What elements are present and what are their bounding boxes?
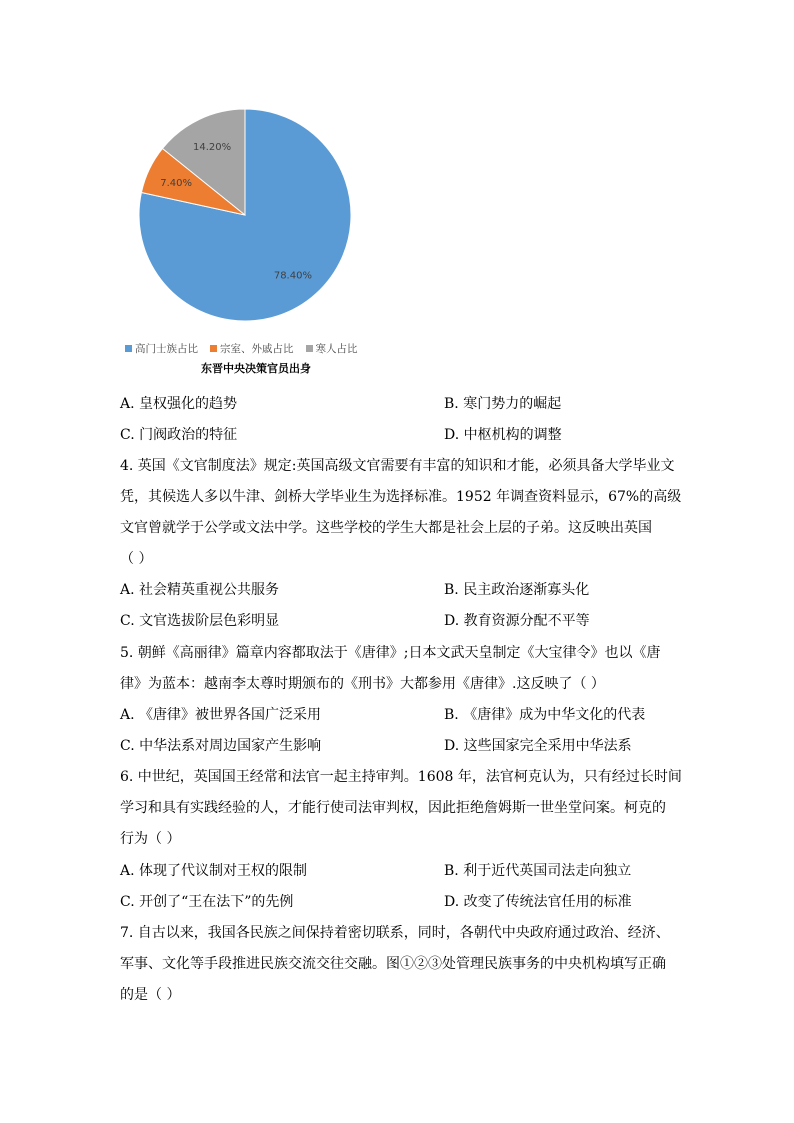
chart-legend bbox=[125, 341, 358, 356]
q6-option-c: C. 开创了“王在法下”的先例 bbox=[120, 894, 294, 910]
q5-option-b: B. 《唐律》成为中华文化的代表 bbox=[444, 707, 646, 723]
legend-label-zongshi: 宗室、外戚占比 bbox=[220, 343, 294, 355]
legend-item-zongshi bbox=[210, 341, 294, 356]
q7-stem-line1: 7. 自古以来，我国各民族之间保持着密切联系，同时，各朝代中央政府通过政治、经济、 bbox=[120, 925, 670, 941]
q7-stem-line3: 的是（ ） bbox=[120, 987, 181, 1003]
q6-option-a: A. 体现了代议制对王权的限制 bbox=[120, 863, 308, 879]
q6-option-d: D. 改变了传统法官任用的标准 bbox=[444, 894, 632, 910]
legend-item-gaomen bbox=[125, 341, 198, 356]
legend-item-hanren bbox=[306, 341, 358, 356]
q4-option-d: D. 教育资源分配不平等 bbox=[444, 613, 590, 629]
q7-stem-line2: 军事、文化等手段推进民族交流交往交融。图①②③处管理民族事务的中央机构填写正确 bbox=[120, 956, 666, 972]
q5-option-c: C. 中华法系对周边国家产生影响 bbox=[120, 738, 322, 754]
q5-option-a: A. 《唐律》被世界各国广泛采用 bbox=[120, 707, 322, 723]
q5-option-d: D. 这些国家完全采用中华法系 bbox=[444, 738, 632, 754]
q4-stem-line3: 文官曾就学于公学或文法中学。这些学校的学生大都是社会上层的子弟。这反映出英国 bbox=[120, 520, 652, 536]
q3-option-b: B. 寒门势力的崛起 bbox=[444, 396, 562, 412]
q3-option-c: C. 门阀政治的特征 bbox=[120, 427, 238, 443]
pie-data-label-gaomen: 78.40% bbox=[273, 270, 312, 282]
q4-stem-line2: 凭，其候选人多以牛津、剑桥大学毕业生为选择标准。1952 年调查资料显示，67%的高级 bbox=[120, 489, 682, 505]
q6-stem-line2: 学习和具有实践经验的人，才能行使司法审判权，因此拒绝詹姆斯一世坐堂问案。柯克的 bbox=[120, 800, 666, 816]
q4-answer-blank: （ ） bbox=[120, 551, 153, 567]
pie-data-label-zongshi: 7.40% bbox=[160, 178, 193, 190]
q3-option-a: A. 皇权强化的趋势 bbox=[120, 396, 238, 412]
chart-title: 东晋中央决策官员出身 bbox=[201, 362, 311, 375]
q5-stem-line1: 5. 朝鲜《高丽律》篇章内容都取法于《唐律》;日本文武天皇制定《大宝律令》也以《唐 bbox=[120, 645, 661, 661]
q4-option-a: A. 社会精英重视公共服务 bbox=[120, 582, 280, 598]
legend-swatch-zongshi bbox=[210, 345, 217, 352]
q6-stem-line3: 行为（ ） bbox=[120, 831, 181, 847]
legend-label-hanren: 寒人占比 bbox=[315, 343, 358, 355]
q3-option-d: D. 中枢机构的调整 bbox=[444, 427, 562, 443]
pie-chart bbox=[125, 95, 365, 335]
q4-option-c: C. 文官选拔阶层色彩明显 bbox=[120, 613, 280, 629]
q4-option-b: B. 民主政治逐渐寡头化 bbox=[444, 582, 590, 598]
q5-stem-line2: 律》为蓝本：越南李太尊时期颁布的《刑书》大都参用《唐律》.这反映了（ ） bbox=[120, 676, 605, 692]
legend-swatch-hanren bbox=[306, 345, 313, 352]
q6-option-b: B. 利于近代英国司法走向独立 bbox=[444, 863, 632, 879]
q6-stem-line1: 6. 中世纪，英国国王经常和法官一起主持审判。1608 年，法官柯克认为，只有经过长时间 bbox=[120, 769, 682, 785]
pie-data-label-hanren: 14.20% bbox=[193, 142, 232, 154]
legend-swatch-gaomen bbox=[125, 345, 132, 352]
q4-stem-line1: 4. 英国《文官制度法》规定:英国高级文官需要有丰富的知识和才能，必须具备大学毕业文 bbox=[120, 458, 675, 474]
legend-label-gaomen: 高门士族占比 bbox=[135, 343, 198, 355]
